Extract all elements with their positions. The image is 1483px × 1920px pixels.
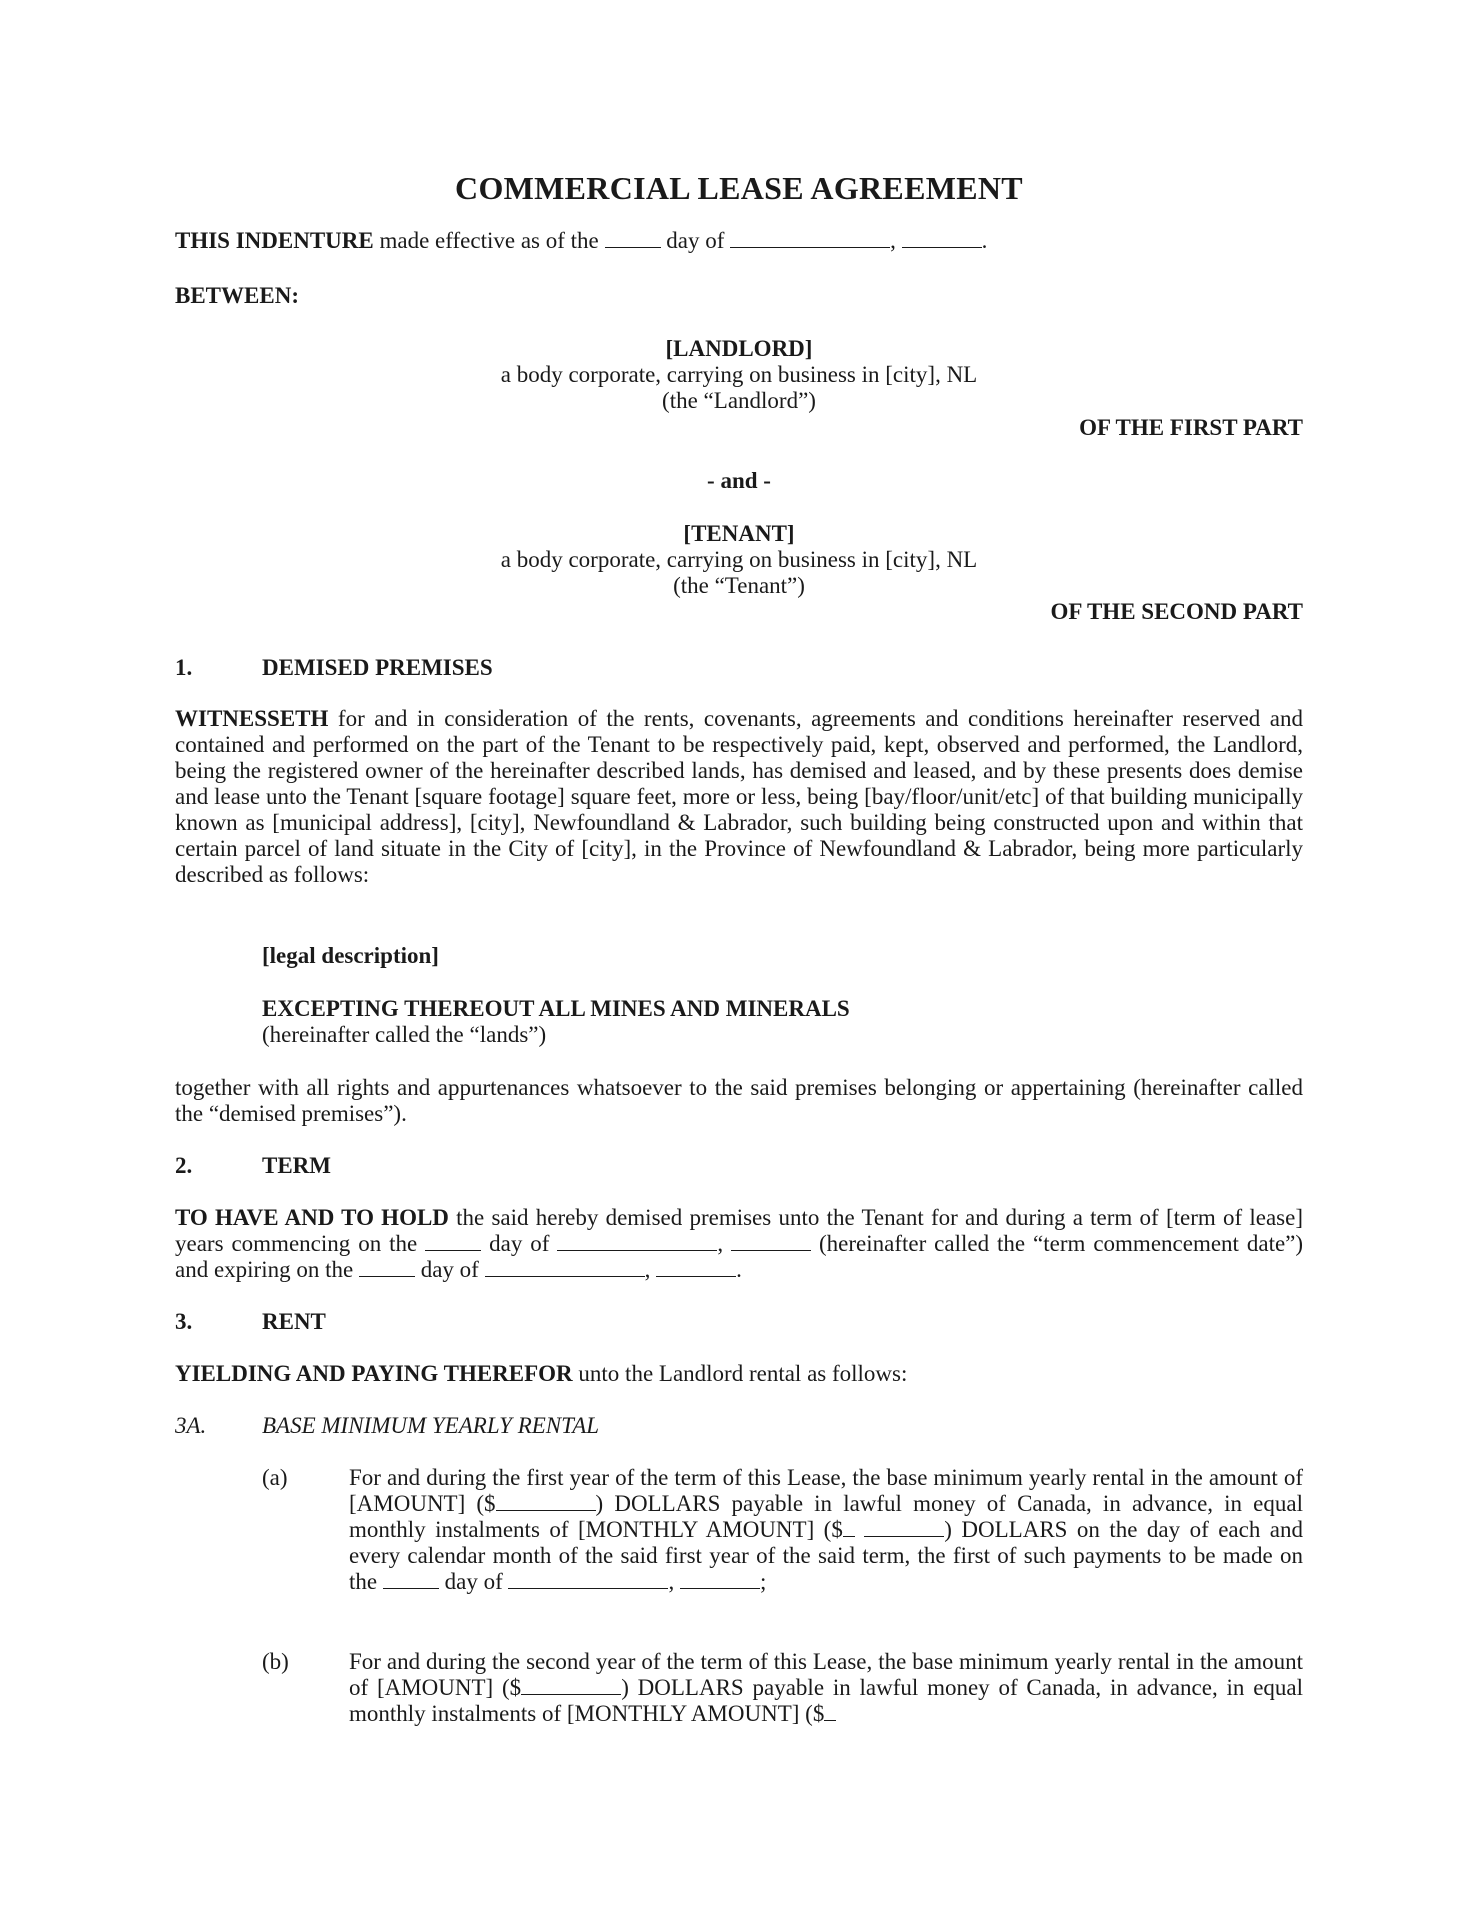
- indenture-day-of: day of: [666, 228, 725, 253]
- rent-item-b-label: (b): [262, 1649, 289, 1674]
- section-1-number: 1.: [175, 655, 193, 680]
- second-part-label: OF THE SECOND PART: [1050, 599, 1303, 624]
- landlord-name: [LANDLORD]: [665, 336, 813, 361]
- section-3-number: 3.: [175, 1309, 193, 1334]
- term-end-day-blank: [359, 1258, 415, 1277]
- term-lead: TO HAVE AND TO HOLD: [175, 1205, 449, 1230]
- witnesseth-lead: WITNESSETH: [175, 706, 329, 731]
- landlord-alias: (the “Landlord”): [662, 388, 816, 413]
- section-1-title: DEMISED PREMISES: [262, 655, 493, 680]
- indenture-text: made effective as of the: [379, 228, 599, 253]
- section-2-number: 2.: [175, 1153, 193, 1178]
- section-1-body: [175, 706, 1303, 888]
- rent-item-a-text-b: ) DOLLARS payable in lawful money of Canada, in advance, in equal monthly instalments of [MONTHLY AMOUNT] ($: [349, 1491, 1303, 1542]
- section-2-body: TO HAVE AND TO HOLD the said hereby demised premises unto the Tenant for and during a term of [term of lease] years commencing on the day of , (hereinafter called the “term commencement date”) and expiring on the day of , .: [175, 1205, 1304, 1282]
- section-2-heading: [175, 1153, 331, 1179]
- term-end-month-blank: [485, 1258, 645, 1277]
- term-end-year-blank: [656, 1258, 736, 1277]
- monthly-amount-blank-b: [824, 1702, 836, 1721]
- first-part-label: OF THE FIRST PART: [1079, 415, 1303, 440]
- excepting-clause: EXCEPTING THEREOUT ALL MINES AND MINERALS: [262, 996, 850, 1021]
- document-title: COMMERCIAL LEASE AGREEMENT: [455, 170, 1023, 206]
- rent-item-a-text: For and during the first year of the term of this Lease, the base minimum yearly rental in the amount of [AMOUNT] ($ ) DOLLARS payable in lawful money of Canada, in advance, in equal monthly instalments of [MONTHLY AMOUNT] ($ ) DOLLARS on the day of each and every calendar month of the said first year of the said term, the first of such payments to be made on the day of , ;: [349, 1465, 1303, 1594]
- monthly-amount-blank-a-cont: [864, 1518, 944, 1537]
- landlord-description: a body corporate, carrying on business in [city], NL: [500, 362, 978, 387]
- lands-alias: (hereinafter called the “lands”): [262, 1022, 547, 1047]
- appurtenances-text: together with all rights and appurtenances whatsoever to the said premises belonging or appertaining (hereinafter called the “demised premises”).: [175, 1075, 1303, 1126]
- indenture-line: THIS INDENTURE made effective as of the day of , .: [175, 228, 988, 253]
- day-blank: [605, 229, 661, 248]
- first-payment-day-blank: [383, 1570, 439, 1589]
- term-start-year-blank: [731, 1232, 811, 1251]
- section-3-heading: [175, 1309, 326, 1335]
- month-blank: [730, 229, 890, 248]
- rent-item-b-text: [349, 1649, 1303, 1727]
- term-day-of: day of: [489, 1231, 550, 1256]
- monthly-amount-blank-a: [843, 1518, 855, 1537]
- subsection-3a-title: BASE MINIMUM YEARLY RENTAL: [262, 1413, 600, 1438]
- first-payment-month-blank: [508, 1570, 668, 1589]
- rent-item-a-label: (a): [262, 1465, 288, 1490]
- tenant-alias: (the “Tenant”): [673, 573, 805, 598]
- rent-item-a-text-c: ) DOLLARS on the day of each and every calendar month of the said first year of the said term, the first of such payments to be made on the: [349, 1517, 1303, 1594]
- first-payment-year-blank: [680, 1570, 760, 1589]
- section-3-title: RENT: [262, 1309, 326, 1334]
- legal-description: [legal description]: [262, 943, 439, 968]
- rent-item-a-text-d: day of: [444, 1569, 503, 1594]
- rent-lead: YIELDING AND PAYING THEREFOR: [175, 1361, 573, 1386]
- subsection-3a-number: 3A.: [175, 1413, 207, 1438]
- indenture-lead: THIS INDENTURE: [175, 228, 374, 253]
- rent-item-b-text-a: For and during the second year of the term of this Lease, the base minimum yearly rental in the amount of [AMOUNT] ($: [349, 1649, 1303, 1700]
- tenant-name: [TENANT]: [683, 521, 795, 546]
- tenant-description: a body corporate, carrying on business in [city], NL: [500, 547, 978, 572]
- between-label: BETWEEN:: [175, 283, 299, 308]
- subsection-3a-heading: [175, 1413, 599, 1439]
- term-start-month-blank: [557, 1232, 717, 1251]
- term-start-day-blank: [425, 1232, 481, 1251]
- section-2-title: TERM: [262, 1153, 331, 1178]
- and-separator: - and -: [707, 468, 771, 493]
- section-1-heading: [175, 655, 493, 681]
- rent-item-b-text-b: ) DOLLARS payable in lawful money of Canada, in advance, in equal monthly instalments of [MONTHLY AMOUNT] ($: [349, 1675, 1304, 1726]
- yearly-amount-blank-b: [521, 1676, 621, 1695]
- section-3-body: [175, 1361, 1303, 1387]
- yearly-amount-blank-a: [496, 1492, 596, 1511]
- term-text-a: the said hereby demised premises unto the Tenant for and during a term of [term of lease] years commencing on the: [175, 1205, 1303, 1256]
- term-text-b: (hereinafter called the “term commencement date”) and expiring on the: [175, 1231, 1304, 1282]
- rent-item-a-text-a: For and during the first year of the term of this Lease, the base minimum yearly rental in the amount of [AMOUNT] ($: [349, 1465, 1303, 1516]
- witnesseth-text: for and in consideration of the rents, covenants, agreements and conditions hereinafter reserved and contained and performed on the part of the Tenant to be respectively paid, kept, observed and performed, the Landlord, being the registered owner of the hereinafter described lands, has demised and leased, and by these presents does demise and lease unto the Tenant [square footage] square feet, more or less, being [bay/floor/unit/etc] of that building municipally known as [municipal address], [city], Newfoundland & Labrador, such building being constructed upon and within that certain parcel of land situate in the City of [city], in the Province of Newfoundland & Labrador, being more particularly described as follows:: [175, 706, 1304, 887]
- year-blank: [902, 229, 982, 248]
- term-day-of-2: day of: [420, 1257, 479, 1282]
- rent-text: unto the Landlord rental as follows:: [578, 1361, 908, 1386]
